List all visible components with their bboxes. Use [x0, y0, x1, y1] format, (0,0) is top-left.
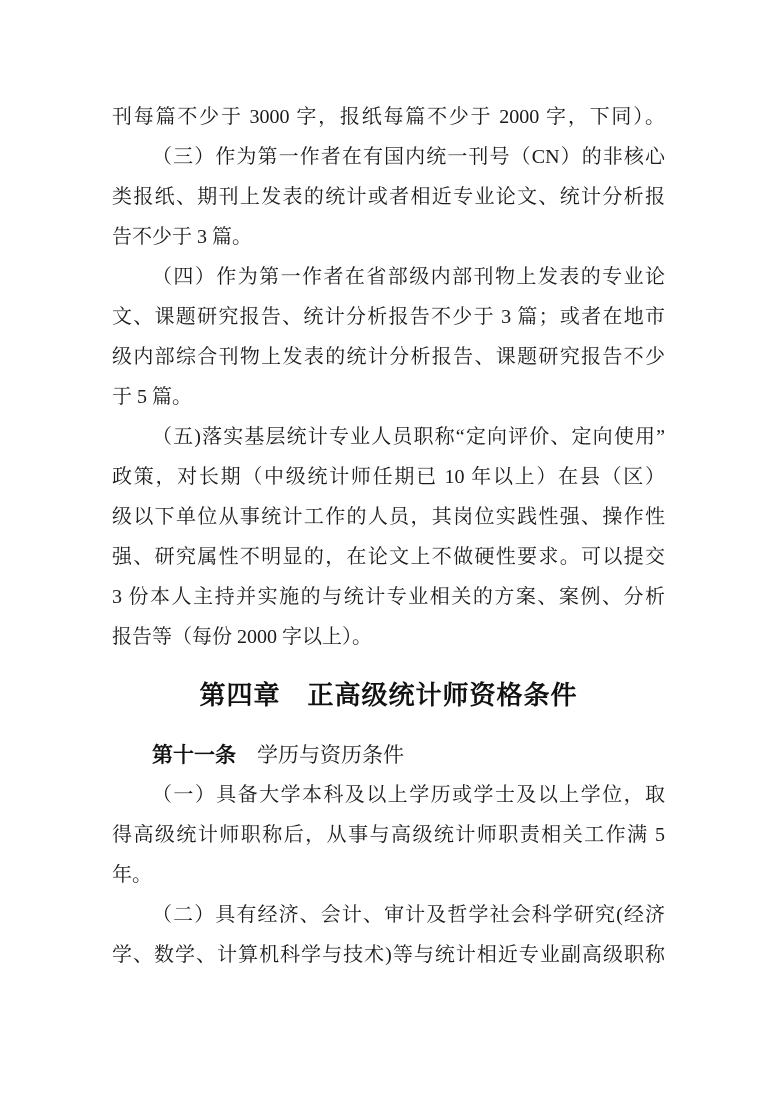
item-1-line: 年。	[112, 864, 152, 886]
paragraph-continuation-line: 刊每篇不少于 3000 字，报纸每篇不少于 2000 字，下同）。	[112, 106, 665, 128]
document-text-block	[112, 97, 665, 975]
item-4-line: 文、课题研究报告、统计分析报告不少于 3 篇；或者在地市	[112, 306, 665, 328]
item-5-line: 强、研究属性不明显的，在论文上不做硬性要求。可以提交	[112, 546, 665, 568]
item-5-line: （五)落实基层统计专业人员职称“定向评价、定向使用”	[152, 426, 665, 448]
item-2-line: （二）具有经济、会计、审计及哲学社会科学研究(经济	[152, 904, 665, 926]
item-3-line: 类报纸、期刊上发表的统计或者相近专业论文、统计分析报	[112, 186, 665, 208]
item-1-line: （一）具备大学本科及以上学历或学士及以上学位，取	[152, 784, 665, 806]
article-number: 第十一条	[152, 744, 236, 767]
article-subject: 学历与资历条件	[236, 743, 404, 767]
item-4-line: （四）作为第一作者在省部级内部刊物上发表的专业论	[152, 266, 665, 288]
item-5-line: 政策，对长期（中级统计师任期已 10 年以上）在县（区）	[112, 466, 665, 488]
item-5-line: 3 份本人主持并实施的与统计专业相关的方案、案例、分析	[112, 586, 665, 608]
item-3-line: （三）作为第一作者在有国内统一刊号（CN）的非核心	[152, 146, 665, 168]
item-5-line: 级以下单位从事统计工作的人员，其岗位实践性强、操作性	[112, 506, 665, 528]
item-4-line: 级内部综合刊物上发表的统计分析报告、课题研究报告不少	[112, 346, 665, 368]
item-5-line: 报告等（每份 2000 字以上）。	[112, 626, 372, 648]
item-3-line: 告不少于 3 篇。	[112, 226, 252, 248]
article-11-title	[112, 735, 665, 775]
item-1-line: 得高级统计师职称后，从事与高级统计师职责相关工作满 5	[112, 824, 665, 846]
item-2-line: 学、数学、计算机科学与技术)等与统计相近专业副高级职称	[112, 944, 665, 966]
item-4-line: 于 5 篇。	[112, 386, 192, 408]
chapter-heading: 第四章 正高级统计师资格条件	[199, 680, 578, 710]
